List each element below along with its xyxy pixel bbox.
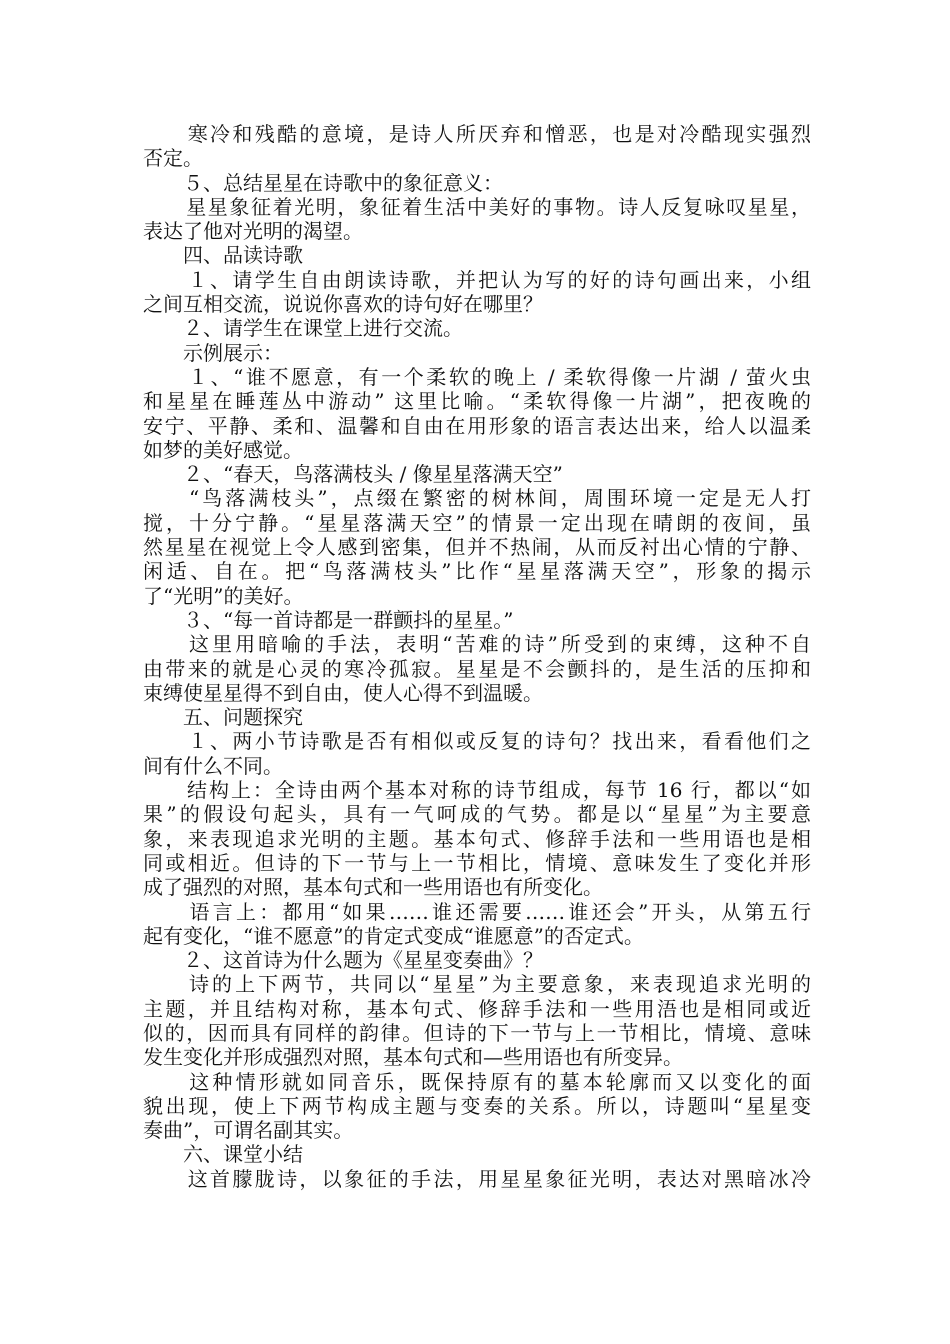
text-line: ２、请学生在课堂上进行交流。: [143, 316, 463, 341]
text-line: 如梦的美好感觉。: [143, 437, 303, 462]
text-line: 由带来的就是心灵的寒冷孤寂。星星是不会颤抖的，是生活的压抑和: [143, 656, 811, 681]
text-line: 了“光明”的美好。: [143, 583, 304, 608]
text-line: 示例展示：: [143, 340, 283, 365]
text-line: 和星星在睡莲丛中游动” 这里比喻。“柔软得像一片湖”，把夜晚的: [143, 389, 811, 414]
text-line: 诗的上下两节，共同以“星星”为主要意象，来表现追求光明的: [143, 972, 811, 997]
text-line: ５、总结星星在诗歌中的象征意义：: [143, 170, 503, 195]
text-line: 寒冷和残酷的意境，是诗人所厌弃和憎恶，也是对冷酷现实强烈: [143, 122, 811, 146]
text-line: ２、“春天，鸟落满枝头 / 像星星落满天空”: [143, 462, 563, 487]
text-line: 搅，十分宁静。“星星落满天空”的情景一定出现在晴朗的夜间，虽: [143, 510, 811, 535]
text-line: 起有变化，“谁不愿意”的肯定式变成“谁愿意”的否定式。: [143, 923, 644, 948]
text-line: １、请学生自由朗读诗歌，并把认为写的好的诗句画出来，小组: [143, 267, 811, 292]
text-line: 主题，并且结构对称，基本句式、修辞手法和一些用浯也是相同或近: [143, 996, 811, 1021]
text-line: 象，来表现追求光明的主题。基本句式、修辞手法和一些用语也是相: [143, 826, 811, 851]
text-line: 似的，因而具有同样的韵律。但诗的下一节与上一节相比，情境、意味: [143, 1020, 811, 1045]
text-line: 这里用暗喻的手法，表明“苦难的诗”所受到的束缚，这种不自: [143, 632, 811, 657]
text-line: 发生变化并形成强烈对照，基本句式和—些用语也有所变异。: [143, 1045, 683, 1070]
text-line: 束缚使星星得不到自由，使人心得不到温暖。: [143, 680, 543, 705]
text-line: 结构上：全诗由两个基本对称的诗节组成，每节 16 行，都以“如: [143, 778, 811, 803]
text-line: １、两小节诗歌是否有相似或反复的诗句？找出来，看看他们之: [143, 729, 811, 754]
text-line: 果”的假设句起头，具有一气呵成的气势。都是以“星星”为主要意: [143, 802, 811, 827]
text-line: 同或相近。但诗的下一节与上一节相比，情境、意味发生了变化并形: [143, 850, 811, 875]
text-line: 貌出现，使上下两节构成主题与变奏的关系。所以，诗题叫“星星变: [143, 1093, 811, 1118]
text-line: ３、“每一首诗都是一群颤抖的星星。”: [143, 607, 514, 632]
text-line: “鸟落满枝头”，点缀在繁密的树林间，周围环境一定是无人打: [143, 486, 811, 511]
text-line: 奏曲”，可谓名副其实。: [143, 1118, 354, 1143]
text-line: ２、这首诗为什么题为《星星变奏曲》？: [143, 948, 543, 973]
text-line: 表达了他对光明的渴望。: [143, 219, 363, 244]
text-line: １、“谁不愿意，有一个柔软的晚上 / 柔软得像一片湖 / 萤火虫: [143, 364, 811, 389]
text-line: 语言上：都用“如果……谁还需要……谁还会”开头，从第五行: [143, 899, 811, 924]
text-line: 星星象征着光明，象征着生活中美好的事物。诗人反复咏叹星星，: [143, 194, 811, 219]
text-line: 这种情形就如同音乐，既保持原有的墓本轮廓而又以变化的面: [143, 1069, 811, 1094]
text-line: 成了强烈的对照，基本句式和一些用语也有所变化。: [143, 875, 603, 900]
text-line: 四、品读诗歌: [143, 243, 303, 268]
document-body: [143, 122, 811, 1191]
text-line: 闲适、自在。把“鸟落满枝头”比作“星星落满天空”，形象的揭示: [143, 559, 811, 584]
text-line: 间有什么不同。: [143, 753, 283, 778]
text-line: 之间互相交流，说说你喜欢的诗句好在哪里？: [143, 292, 543, 317]
text-line: 否定。: [143, 146, 203, 171]
text-line: 这首朦胧诗，以象征的手法，用星星象征光明，表达对黑暗冰冷: [143, 1166, 811, 1191]
text-line: 安宁、平静、柔和、温馨和自由在用形象的语言表达出来，给人以温柔: [143, 413, 811, 438]
text-line: 五、问题探究: [143, 705, 303, 730]
text-line: 然星星在视觉上令人感到密集，但并不热闹，从而反衬出心情的宁静、: [143, 535, 811, 560]
text-line: 六、课堂小结: [143, 1142, 303, 1167]
